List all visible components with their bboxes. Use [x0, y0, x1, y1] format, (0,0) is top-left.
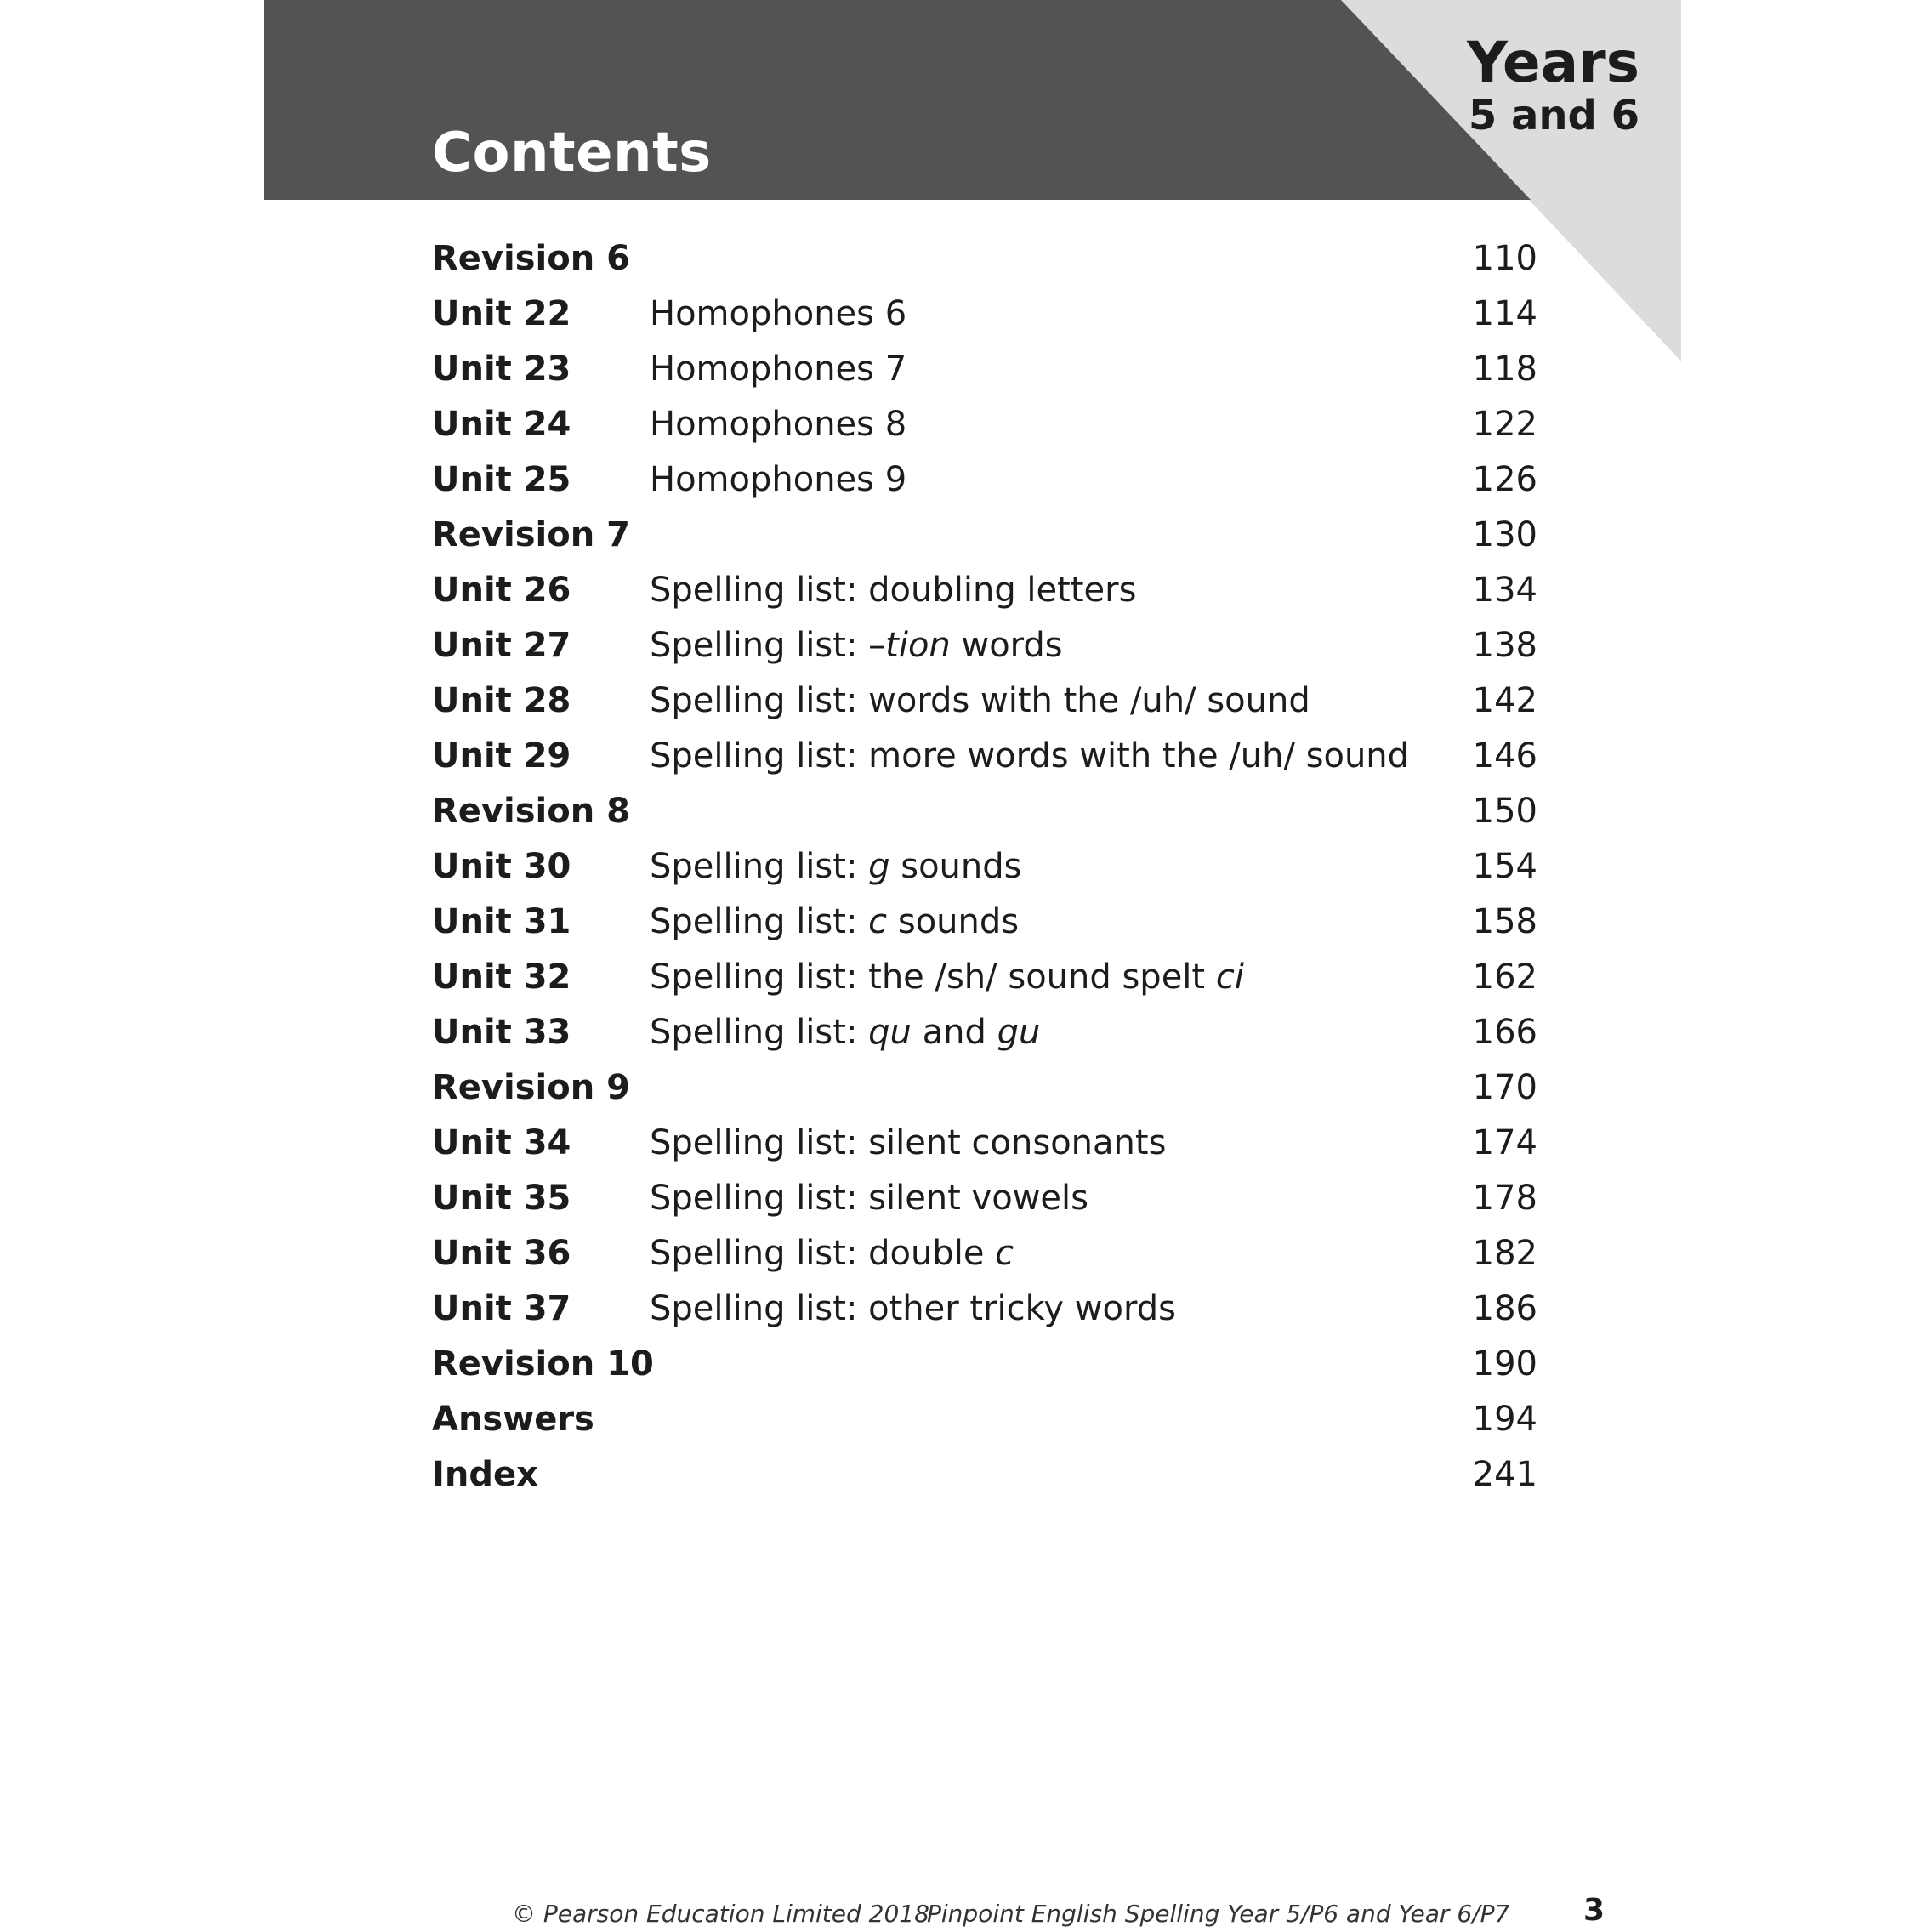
toc-row — [432, 344, 1537, 400]
header-bar — [264, 0, 1341, 200]
years-badge-line1: Years — [1467, 30, 1639, 95]
toc-row — [432, 897, 1537, 952]
toc-entry-label: Unit 23 — [432, 349, 571, 389]
toc-entry-page-number: 174 — [1472, 1123, 1537, 1162]
toc-topic-segment: Homophones 9 — [650, 460, 907, 499]
toc-entry-label: Revision 8 — [432, 792, 630, 831]
toc-entry-label: Unit 30 — [432, 847, 571, 886]
toc-entry-label: Unit 22 — [432, 294, 571, 333]
toc-row — [432, 234, 1537, 289]
toc-topic-segment: sounds — [887, 902, 1020, 941]
toc-entry-page-number: 158 — [1472, 902, 1537, 941]
years-badge-line2: 5 and 6 — [1468, 92, 1639, 139]
toc-topic-segment: Spelling list: — [650, 847, 869, 886]
toc-entry-topic — [650, 1284, 1176, 1333]
toc-entry-page-number: 241 — [1472, 1455, 1537, 1494]
toc-topic-italic-segment: c — [995, 1234, 1014, 1273]
years-badge — [1467, 30, 1639, 139]
toc-entry-topic — [650, 455, 906, 504]
toc-entry-page-number: 166 — [1472, 1013, 1537, 1052]
toc-topic-segment: Spelling list: more words with the /uh/ sound — [650, 736, 1410, 776]
toc-topic-segment: words — [950, 626, 1063, 665]
toc-entry-topic — [650, 400, 906, 449]
toc-entry-page-number: 130 — [1472, 515, 1537, 554]
toc-topic-segment: Spelling list: doubling letters — [650, 571, 1137, 610]
toc-entry-page-number: 134 — [1472, 571, 1537, 610]
toc-topic-italic-segment: tion — [885, 626, 951, 665]
toc-entry-label: Unit 33 — [432, 1013, 571, 1052]
toc-entry-label: Revision 6 — [432, 239, 630, 278]
toc-row — [432, 289, 1537, 344]
toc-topic-segment: Spelling list: – — [650, 626, 886, 665]
toc-topic-segment: Spelling list: — [650, 902, 869, 941]
toc-topic-segment: Spelling list: silent consonants — [650, 1123, 1167, 1162]
toc-topic-italic-segment: g — [868, 847, 890, 886]
toc-entry-page-number: 118 — [1472, 349, 1537, 389]
toc-row — [432, 676, 1537, 731]
toc-row — [432, 952, 1537, 1008]
toc-topic-segment: Spelling list: the /sh/ sound spelt — [650, 957, 1216, 997]
toc-topic-italic-segment: gu — [997, 1013, 1041, 1052]
toc-row — [432, 1339, 1537, 1395]
toc-entry-page-number: 194 — [1472, 1400, 1537, 1439]
toc-entry-topic — [650, 1008, 1040, 1057]
toc-topic-italic-segment: qu — [868, 1013, 912, 1052]
toc-entry-label: Answers — [432, 1400, 594, 1439]
toc-row — [432, 731, 1537, 787]
toc-entry-label: Unit 37 — [432, 1289, 571, 1328]
toc-entry-label: Unit 36 — [432, 1234, 571, 1273]
toc-topic-segment: Spelling list: words with the /uh/ sound — [650, 681, 1310, 720]
toc-entry-label: Unit 28 — [432, 681, 571, 720]
toc-entry-label: Index — [432, 1455, 538, 1494]
toc-entry-page-number: 126 — [1472, 460, 1537, 499]
toc-entry-topic — [650, 731, 1409, 781]
page-number: 3 — [1583, 1893, 1605, 1928]
toc-entry-topic — [650, 897, 1019, 946]
toc-topic-segment: and — [911, 1013, 997, 1052]
toc-entry-page-number: 170 — [1472, 1068, 1537, 1107]
toc-entry-page-number: 178 — [1472, 1179, 1537, 1218]
toc-row — [432, 455, 1537, 510]
toc-entry-page-number: 142 — [1472, 681, 1537, 720]
toc-row — [432, 621, 1537, 676]
toc-entry-label: Revision 9 — [432, 1068, 630, 1107]
toc-entry-label: Unit 31 — [432, 902, 571, 941]
toc-topic-segment: Homophones 6 — [650, 294, 907, 333]
toc-entry-label: Unit 26 — [432, 571, 571, 610]
toc-entry-page-number: 154 — [1472, 847, 1537, 886]
toc-entry-page-number: 162 — [1472, 957, 1537, 997]
toc-entry-page-number: 150 — [1472, 792, 1537, 831]
toc-entry-topic — [650, 565, 1136, 615]
toc-entry-label: Revision 7 — [432, 515, 630, 554]
toc-entry-topic — [650, 289, 906, 338]
toc-row — [432, 1063, 1537, 1118]
toc-entry-page-number: 110 — [1472, 239, 1537, 278]
toc-entry-page-number: 190 — [1472, 1344, 1537, 1384]
toc-row — [432, 510, 1537, 565]
toc-entry-topic — [650, 1173, 1088, 1223]
toc-row — [432, 1008, 1537, 1063]
toc-row — [432, 787, 1537, 842]
toc-row — [432, 1450, 1537, 1505]
toc-topic-segment: Spelling list: other tricky words — [650, 1289, 1176, 1328]
toc-entry-topic — [650, 1229, 1014, 1278]
toc-entry-label: Unit 24 — [432, 405, 571, 444]
toc-entry-label: Unit 27 — [432, 626, 571, 665]
toc-entry-page-number: 186 — [1472, 1289, 1537, 1328]
footer-copyright: © Pearson Education Limited 2018 — [512, 1900, 929, 1928]
toc-row — [432, 1229, 1537, 1284]
toc-row — [432, 1173, 1537, 1229]
toc-row — [432, 1284, 1537, 1339]
toc-topic-segment: Spelling list: — [650, 1013, 869, 1052]
toc-topic-italic-segment: ci — [1215, 957, 1244, 997]
toc-topic-segment: Spelling list: double — [650, 1234, 996, 1273]
toc-row — [432, 1118, 1537, 1173]
toc-topic-segment: Homophones 7 — [650, 349, 907, 389]
toc-entry-topic — [650, 344, 906, 394]
toc-entry-topic — [650, 621, 1063, 670]
table-of-contents — [432, 234, 1537, 1505]
toc-row — [432, 565, 1537, 621]
footer-book-title: Pinpoint English Spelling Year 5/P6 and Year 6/P7 — [927, 1900, 1510, 1928]
toc-entry-label: Unit 35 — [432, 1179, 571, 1218]
toc-entry-page-number: 138 — [1472, 626, 1537, 665]
toc-entry-topic — [650, 1118, 1166, 1168]
toc-entry-label: Unit 32 — [432, 957, 571, 997]
toc-entry-label: Unit 29 — [432, 736, 571, 776]
page-title: Contents — [432, 122, 712, 185]
toc-entry-page-number: 146 — [1472, 736, 1537, 776]
toc-row — [432, 400, 1537, 455]
toc-entry-label: Revision 10 — [432, 1344, 654, 1384]
toc-entry-page-number: 114 — [1472, 294, 1537, 333]
toc-row — [432, 842, 1537, 897]
toc-topic-italic-segment: c — [868, 902, 888, 941]
toc-entry-topic — [650, 842, 1022, 891]
toc-topic-segment: sounds — [889, 847, 1022, 886]
toc-entry-label: Unit 34 — [432, 1123, 571, 1162]
toc-entry-page-number: 182 — [1472, 1234, 1537, 1273]
toc-row — [432, 1395, 1537, 1450]
toc-entry-topic — [650, 676, 1310, 725]
toc-entry-page-number: 122 — [1472, 405, 1537, 444]
toc-topic-segment: Homophones 8 — [650, 405, 907, 444]
toc-entry-label: Unit 25 — [432, 460, 571, 499]
toc-entry-topic — [650, 952, 1244, 1002]
toc-topic-segment: Spelling list: silent vowels — [650, 1179, 1088, 1218]
